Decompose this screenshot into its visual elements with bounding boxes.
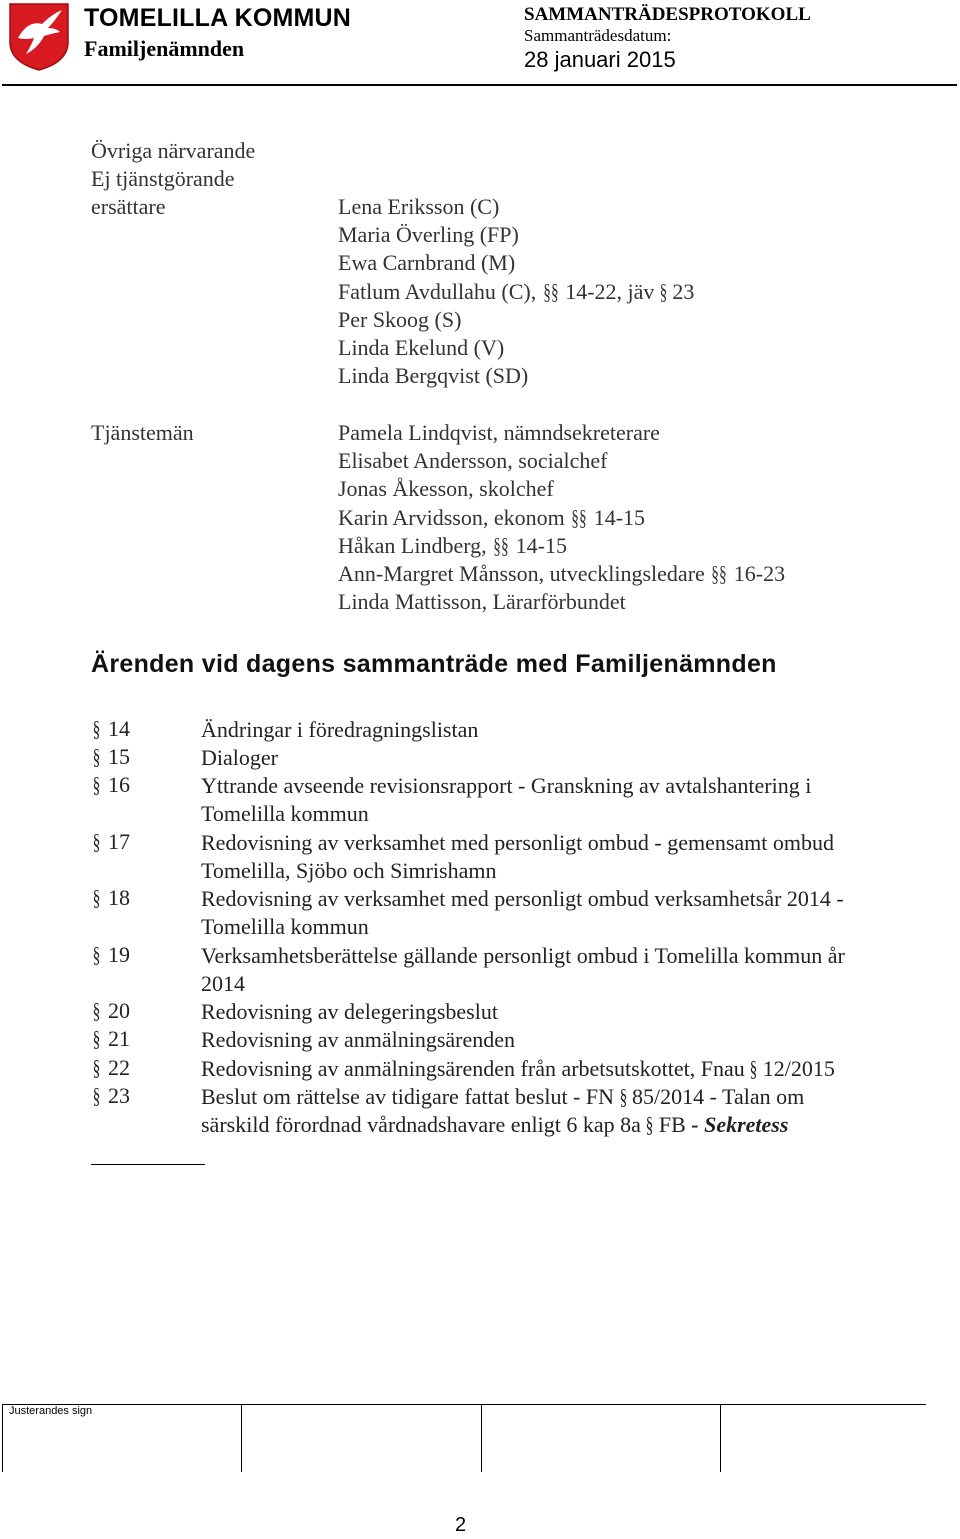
coat-of-arms-logo	[8, 2, 70, 72]
official-name: Jonas Åkesson, skolchef	[338, 476, 554, 502]
signature-cell-divider	[720, 1404, 721, 1472]
substitute-name: Linda Ekelund (V)	[338, 335, 505, 361]
signature-cell-divider	[2, 1404, 3, 1472]
substitute-name: Ewa Carnbrand (M)	[338, 250, 516, 276]
agenda-item-number: § 22	[92, 1055, 130, 1080]
agenda-item-text: Redovisning av anmälningsärenden från arbetsutskottet, Fnau § 12/2015	[201, 1056, 835, 1081]
agenda-item-number: § 23	[92, 1083, 130, 1108]
officials-label: Tjänstemän	[91, 420, 194, 445]
agenda-item-text: Redovisning av anmälningsärenden	[201, 1027, 516, 1052]
agenda-item-number: § 16	[92, 772, 130, 797]
agenda-item-number: § 19	[92, 942, 130, 967]
agenda-item-text: Beslut om rättelse av tidigare fattat beslut - FN § 85/2014 - Talan om särskild förordnad vårdnadshavare enligt 6 kap 8a § FB - Sekretess	[201, 1084, 805, 1138]
agenda-item-number: § 14	[92, 716, 130, 741]
official-name: Pamela Lindqvist, nämndsekreterare	[338, 420, 660, 445]
substitute-name: Fatlum Avdullahu (C), §§ 14-22, jäv § 23	[338, 278, 695, 304]
agenda-item-text: Dialoger	[201, 745, 278, 770]
agenda-item-text: Verksamhetsberättelse gällande personligt ombud i Tomelilla kommun år 2014	[201, 943, 845, 997]
end-rule	[91, 1164, 205, 1165]
agenda-item-number: § 17	[92, 829, 130, 854]
official-name: Elisabet Andersson, socialchef	[338, 448, 608, 474]
agenda-item-text: Yttrande avseende revisionsrapport - Granskning av avtalshantering i Tomelilla kommun	[201, 773, 812, 827]
substitutes-label: Övriga närvarande Ej tjänstgörande ersättare	[91, 138, 256, 220]
substitute-name: Linda Bergqvist (SD)	[338, 363, 529, 389]
agenda-item-number: § 18	[92, 885, 130, 910]
meeting-date: 28 januari 2015	[524, 47, 676, 72]
signature-cell-divider	[241, 1404, 242, 1472]
officials-list	[338, 419, 785, 616]
agenda-item-text: Ändringar i föredragningslistan	[201, 717, 479, 742]
org-name: TOMELILLA KOMMUN	[84, 4, 352, 32]
official-name: Linda Mattisson, Lärarförbundet	[338, 589, 626, 615]
agenda-item-text: Redovisning av verksamhet med personligt ombud - gemensamt ombud Tomelilla, Sjöbo och Simrishamn	[201, 830, 835, 884]
signature-table-border	[2, 1404, 926, 1405]
signature-cell-divider	[481, 1404, 482, 1472]
official-name: Karin Arvidsson, ekonom §§ 14-15	[338, 504, 646, 530]
official-name: Ann-Margret Månsson, utvecklingsledare §§ 16-23	[338, 561, 786, 587]
official-name: Håkan Lindberg, §§ 14-15	[338, 532, 567, 558]
agenda-item-number: § 21	[92, 1026, 130, 1051]
agenda-item-number: § 15	[92, 744, 130, 769]
substitutes-list	[338, 193, 694, 390]
substitute-name: Lena Eriksson (C)	[338, 194, 500, 219]
signature-label: Justerandes sign	[9, 1405, 93, 1417]
agenda-item-text: Redovisning av verksamhet med personligt ombud verksamhetsår 2014 - Tomelilla kommun	[201, 886, 844, 940]
agenda-item-number: § 20	[92, 998, 130, 1023]
agenda-item-text: Redovisning av delegeringsbeslut	[201, 999, 498, 1024]
document-type: SAMMANTRÄDESPROTOKOLL	[524, 4, 811, 25]
page-number: 2	[455, 1514, 467, 1536]
header-divider	[2, 84, 957, 86]
agenda-title: Ärenden vid dagens sammanträde med Familjenämnden	[91, 650, 777, 678]
meeting-date-label: Sammanträdesdatum:	[524, 26, 672, 45]
substitute-name: Per Skoog (S)	[338, 306, 462, 332]
substitute-name: Maria Överling (FP)	[338, 222, 519, 248]
committee-name: Familjenämnden	[84, 36, 245, 61]
confidentiality-marker: - Sekretess	[691, 1112, 789, 1138]
